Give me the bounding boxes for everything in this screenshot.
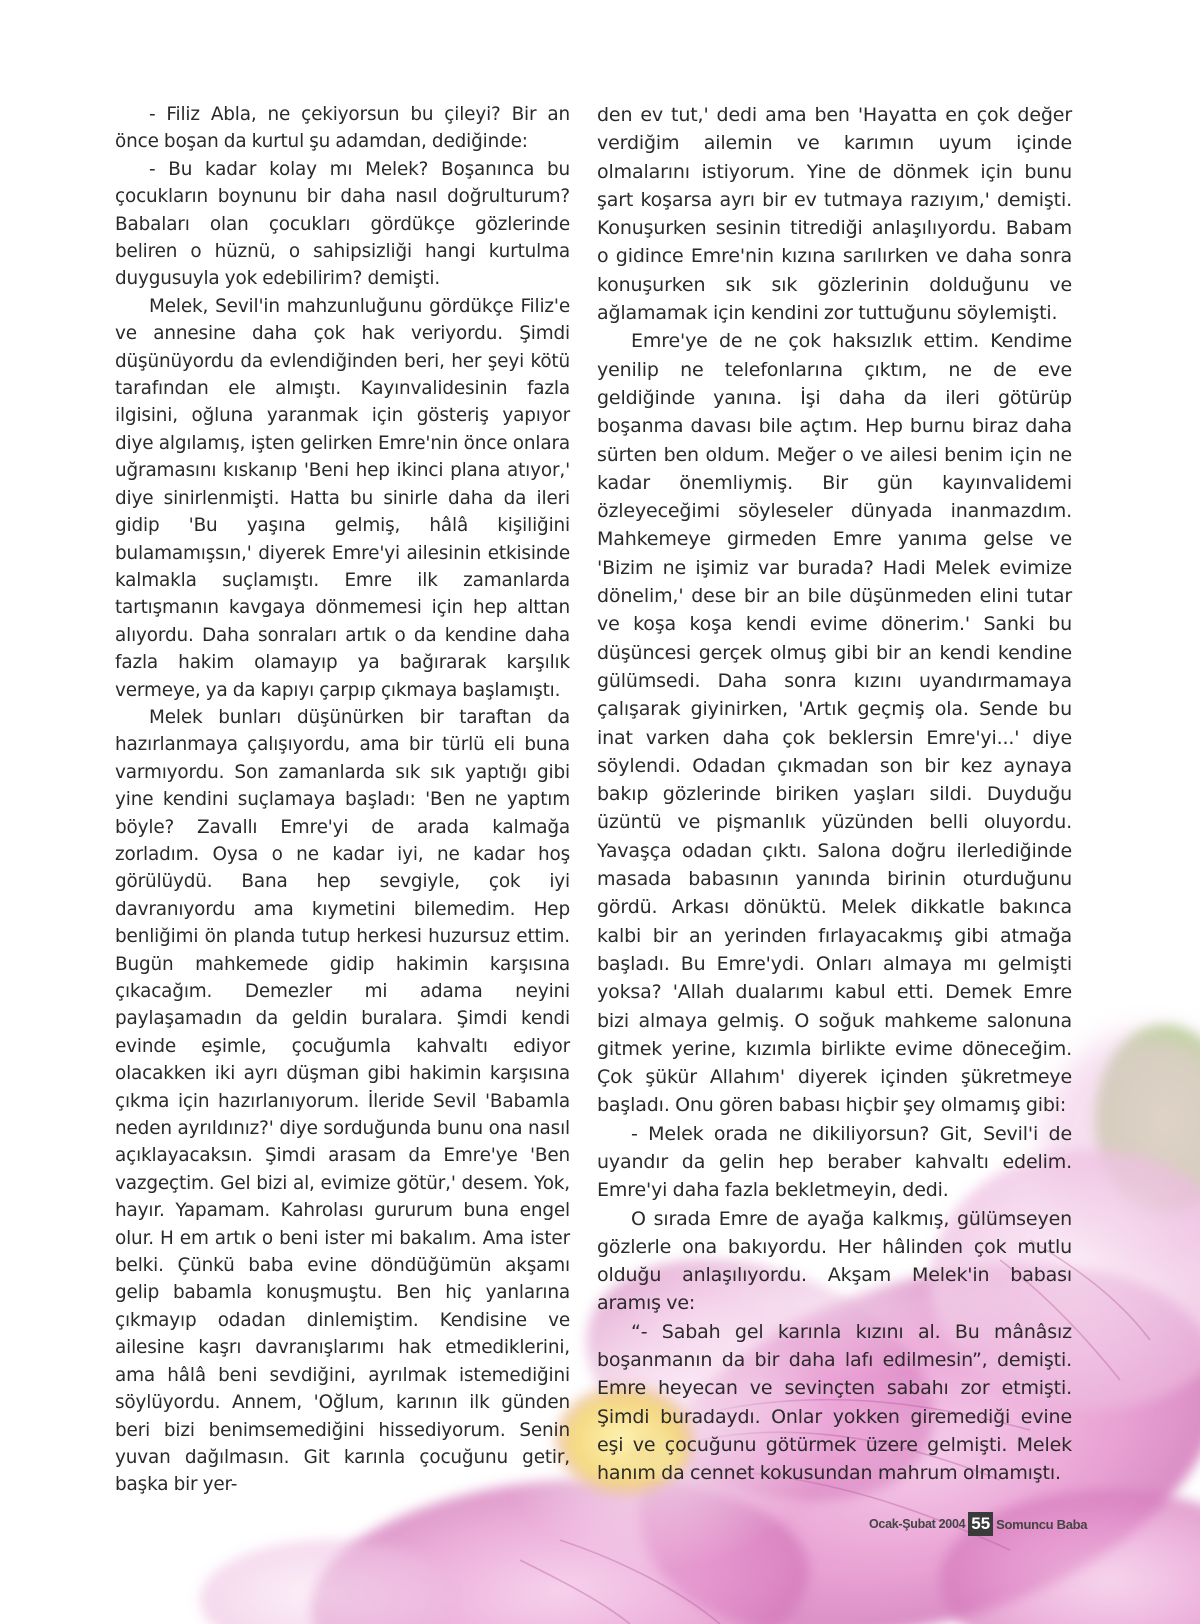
paragraph: - Filiz Abla, ne çekiyorsun bu çileyi? Bir an önce boşan da kurtul şu adamdan, dediğinde: <box>115 104 570 153</box>
paragraph: - Melek orada ne dikiliyorsun? Git, Sevil'i de uyandır da gelin hep beraber kahvaltı edelim. Emre'yi daha fazla bekletmeyin, dedi. <box>597 1122 1072 1202</box>
paragraph: Melek, Sevil'in mahzunluğunu gördükçe Filiz'e ve annesine daha çok hak veriyordu. Şimdi düşünüyordu da evlendiğinden beri, her şeyi kötü tarafından ele almıştı. Kayınvalidesinin fazla ilgisini, oğluna yaranmak için gösteriş yapıyor diye algılamış, işten gelirken Emre'nin önce onlara uğramasını kıskanıp 'Beni hep ikinci plana atıyor,' diye sinirlenmişti. Hatta bu sinirle daha da ileri gidip 'Bu yaşına gelmiş, hâlâ kişiliğini bulamamışsın,' diyerek Emre'yi ailesinin etkisinde kalmakla suçlamıştı. Emre ilk zamanlarda tartışmanın kavgaya dönmemesi için hep alttan alıyordu. Daha sonraları artık o da kendine daha fazla hakim olamayıp ya bağırarak karşılık vermeye, ya da kapıyı çarpıp çıkmaya başlamıştı. <box>115 295 570 701</box>
paragraph: - Bu kadar kolay mı Melek? Boşanınca bu çocukların boynunu bir daha nasıl doğrulturum? Babaları olan çocukları gördükçe gözlerinde beliren o hüznü, o sahipsizliği hangi kurtulma duygusuyla yok edebilirim? demişti. <box>115 158 570 290</box>
paragraph: O sırada Emre de ayağa kalkmış, gülümseyen gözlerle ona bakıyordu. Her hâlinden çok mutlu olduğu anlaşılıyordu. Akşam Melek'in babası aramış ve: <box>597 1207 1072 1315</box>
paragraph: “- Sabah gel karınla kızını al. Bu mânâsız boşanmanın da bir daha lafı edilmesin”, demişti. Emre heyecan ve sevinçten sabahı zor etmişti. Şimdi buradaydı. Onlar yokken giremediği evine eşi ve çocuğunu götürmek üzere gelmişti. Melek hanım da cennet kokusundan mahrum olmamıştı. <box>597 1320 1072 1485</box>
page-number: 55 <box>968 1512 993 1536</box>
paragraph: Emre'ye de ne çok haksızlık ettim. Kendime yenilip ne telefonlarına çıktım, ne de eve geldiğinde yanına. İşi daha da ileri götürüp boşanma davası bile açtım. Hep burnu biraz daha sürten ben oldum. Meğer o ve ailesi benim için ne kadar önemliymiş. Bir gün kayınvalidemi özleyeceğimi söyleseler dünyada inanmazdım. Mahkemeye girmeden Emre yanıma gelse ve 'Bizim ne işimiz var burada? Hadi Melek evimize dönelim,' dese bir an bile düşünmeden elini tutar ve koşa koşa kendi evime dönerim.' Sanki bu düşüncesi gerçek olmuş gibi bir an kendi kendine gülümsedi. Daha sonra kızını uyandırmamaya çalışarak giyinirken, 'Artık geçmiş ola. Sende bu inat varken daha çok beklersin Emre'yi...' diye söylendi. Odadan çıkmadan son bir kez aynaya bakıp gözlerinde biriken yaşları sildi. Duyduğu üzüntü ve pişmanlık yüzünden belli oluyordu. Yavaşça odadan çıktı. Salona doğru ilerlediğinde masada babasının yanında birinin oturduğunu gördü. Arkası dönüktü. Melek dikkatle bakınca kalbi bir an yerinden fırlayacakmış gibi atmağa başladı. Bu Emre'ydi. Onları almaya mı gelmişti yoksa? 'Allah dualarımı kabul etti. Demek Emre bizi almaya gelmiş. O soğuk mahkeme salonuna gitmek yerine, kızımla birlikte evime döneceğim. Çok şükür Allahım' diyerek içinden şükretmeye başladı. Onu gören babası hiçbir şey olmamış gibi: <box>597 330 1072 1117</box>
page-footer <box>869 1511 1087 1537</box>
paragraph: Melek bunları düşünürken bir taraftan da hazırlanmaya çalışıyordu, ama bir türlü eli buna varmıyordu. Son zamanlarda sık sık yaptığı gibi yine kendini suçlamaya başladı: 'Ben ne yaptım böyle? Zavallı Emre'yi de arada kalmağa zorladım. Oysa o ne kadar iyi, ne kadar hoş görülüydü. Bana hep sevgiyle, çok iyi davranıyordu ama kıymetini bilemedim. Hep benliğimi ön planda tutup herkesi huzursuz ettim. Bugün mahkemede gidip hakimin karşısına çıkacağım. Demezler mi adama neyini paylaşamadın da geldin buralara. Şimdi kendi evinde eşimle, çocuğumla kahvaltı ediyor olacakken iki ayrı düşman gibi hakimin karşısına çıkma için hazırlanıyorum. İleride Sevil 'Babamla neden ayrıldınız?' diye sorduğunda bunu ona nasıl açıklayacaksın. Şimdi arasam da Emre'ye 'Ben vazgeçtim. Gel bizi al, evimize götür,' desem. Yok, hayır. Yapamam. Kahrolası gururum buna engel olur. H em artık o beni ister mi bakalım. Ama ister belki. Çünkü baba evine döndüğümün akşamı gelip babamla konuşmuştu. Ben hiç yanlarına çıkmayıp odadan dinlemiştim. Kendisine ve ailesine kaşrı davranışlarımı hak etmediklerini, ama hâlâ beni sevdiğini, ayrılmak istemediğini söylüyordu. Annem, 'Oğlum, karının ilk günden beri bizi benimsemediğini hissediyorum. Senin yuvan dağılmasın. Git karınla çocuğunu getir, başka bir yer- <box>115 706 570 1496</box>
article-column-left <box>115 101 570 1499</box>
magazine-name: Somuncu Baba <box>996 1516 1088 1532</box>
paragraph: den ev tut,' dedi ama ben 'Hayatta en çok değer verdiğim ailemin ve karımın uyum içinde olmalarını istiyorum. Yine de dönmek için bunu şart koşarsa ayrı bir ev tutmaya razıyım,' demişti. Konuşurken sesinin titrediği anlaşılıyordu. Babam o gidince Emre'nin kızına sarılırken ve daha sonra konuşurken sık sık gözlerinin dolduğunu ve ağlamamak için kendini zor tuttuğunu söylemişti. <box>597 104 1072 325</box>
article-column-right <box>597 101 1072 1488</box>
issue-date: Ocak-Şubat 2004 <box>869 1517 966 1531</box>
